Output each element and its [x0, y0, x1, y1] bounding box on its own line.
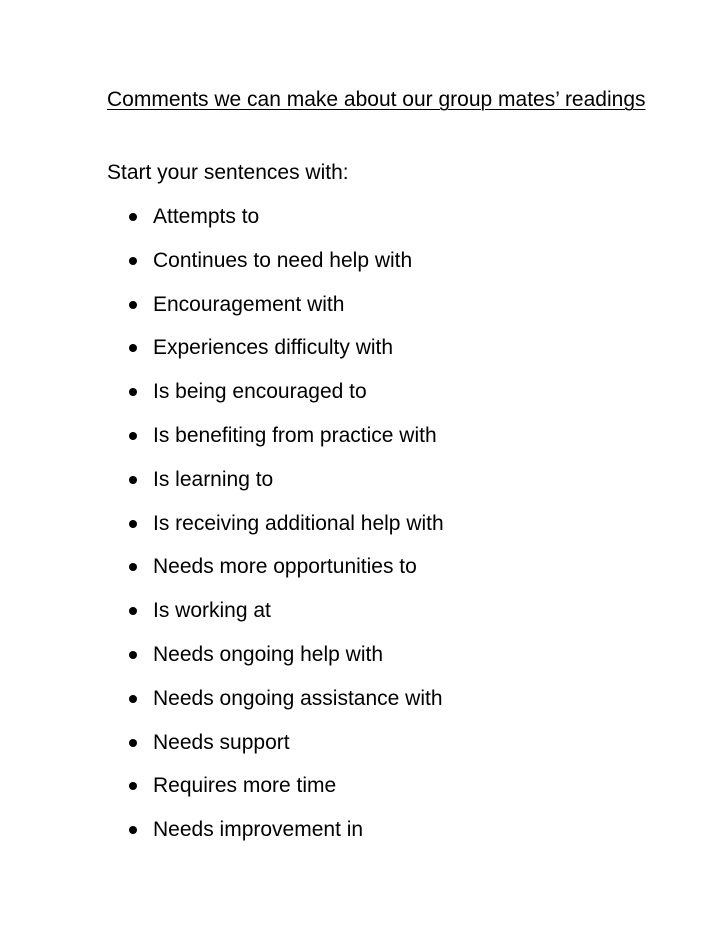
list-item-text: Needs ongoing help with	[153, 642, 383, 666]
list-item-text: Encouragement with	[153, 292, 345, 316]
list-item-text: Needs support	[153, 730, 290, 754]
bullet-icon	[129, 344, 137, 352]
bullet-icon	[129, 388, 137, 396]
list-item-text: Requires more time	[153, 774, 337, 798]
bullet-icon	[129, 301, 137, 309]
list-item-text: Is being encouraged to	[153, 380, 367, 404]
bullet-icon	[129, 826, 137, 834]
bullet-icon	[129, 607, 137, 615]
list-item-text: Is receiving additional help with	[153, 511, 444, 535]
bullet-icon	[129, 563, 137, 571]
list-item-text: Is learning to	[153, 467, 274, 491]
list-item-text: Continues to need help with	[153, 248, 413, 272]
bullet-icon	[129, 213, 137, 221]
list-item-text: Needs improvement in	[153, 818, 364, 842]
list-item-text: Is working at	[153, 599, 271, 623]
list-item-text: Attempts to	[153, 205, 260, 228]
bullet-icon	[129, 432, 137, 440]
bullet-icon	[129, 520, 137, 528]
list-item-text: Needs ongoing assistance with	[153, 686, 443, 710]
bullet-icon	[129, 476, 137, 484]
bullet-icon	[129, 695, 137, 703]
bullet-icon	[129, 257, 137, 265]
intro-text: Start your sentences with:	[107, 161, 349, 184]
list-item-text: Needs more opportunities to	[153, 555, 417, 579]
list-item-text: Is benefiting from practice with	[153, 423, 437, 447]
document-title: Comments we can make about our group mates’ readings	[107, 88, 646, 111]
bullet-icon	[129, 782, 137, 790]
bullet-icon	[129, 739, 137, 747]
bullet-icon	[129, 651, 137, 659]
list-item-text: Experiences difficulty with	[153, 336, 394, 360]
